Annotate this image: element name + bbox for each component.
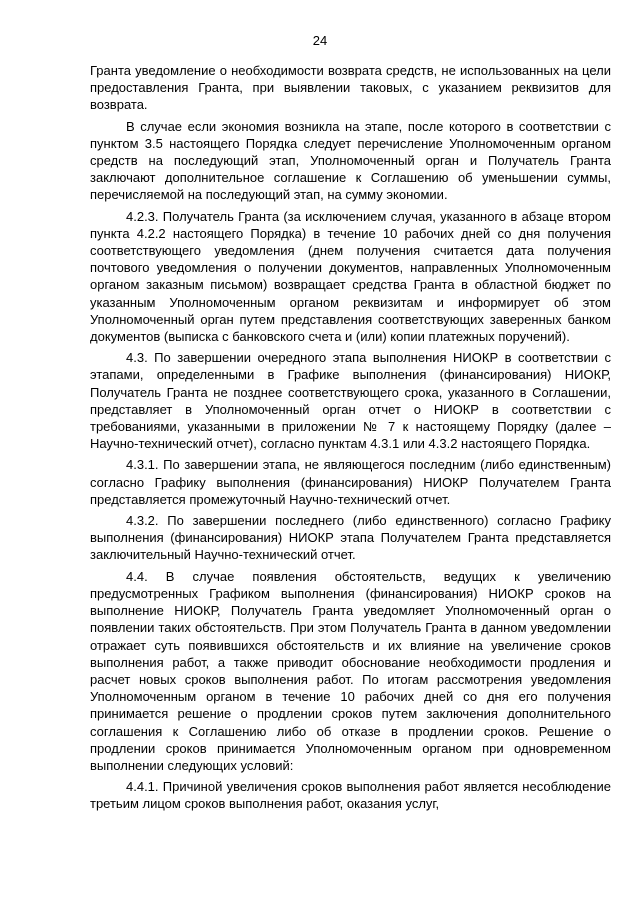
paragraph-savings-stage: В случае если экономия возникла на этапе, после которого в соответствии с пунктом 3.5 настоящего Порядка следует перечисление Уполномоченным органом средств на последующий этап, Уполномоченный орган и Получатель Гранта заключают дополнительное соглашение к Соглашению об уменьшении суммы, перечисляемой на последующий этап, на сумму экономии.	[90, 118, 611, 203]
paragraph-4-2-3: 4.2.3. Получатель Гранта (за исключением случая, указанного в абзаце втором пункта 4.2.2 настоящего Порядка) в течение 10 рабочих дней со дня получения соответствующего уведомления (днем получения считается дата получения почтового уведомления о получении документов, направленных Уполномоченным органом заказным письмом) возвращает средства Гранта в областной бюджет по указанным Уполномоченным органом реквизитам и информирует об этом Уполномоченный орган путем представления соответствующих заверенных банком документов (выписка с банковского счета и (или) копии платежных поручений).	[90, 208, 611, 345]
paragraph-4-3: 4.3. По завершении очередного этапа выполнения НИОКР в соответствии с этапами, определенными в Графике выполнения (финансирования) НИОКР, Получатель Гранта не позднее соответствующего срока, указанного в Соглашении, представляет в Уполномоченный орган отчет о НИОКР в соответствии с требованиями, указанными в приложении № 7 к настоящему Порядку (далее – Научно-технический отчет), согласно пунктам 4.3.1 или 4.3.2 настоящего Порядка.	[90, 350, 611, 452]
paragraph-4-4: 4.4. В случае появления обстоятельств, ведущих к увеличению предусмотренных Графиком выполнения (финансирования) НИОКР сроков на выполнение НИОКР, Получатель Гранта уведомляет Уполномоченный орган о появлении таких обстоятельств. При этом Получатель Гранта в данном уведомлении отражает суть появившихся обстоятельств и их влияние на увеличение сроков выполнения работ, а также приводит обоснование необходимости продления и расчет новых сроков выполнения работ. По итогам рассмотрения уведомления Уполномоченным органом в течение 10 рабочих дней со дня его получения принимается решение о продлении сроков путем заключения дополнительного соглашения к Соглашению либо об отказе в продлении сроков. Решение о продлении сроков принимается Уполномоченным органом при одновременном выполнении следующих условий:	[90, 568, 611, 773]
paragraph-4-4-1: 4.4.1. Причиной увеличения сроков выполнения работ является несоблюдение третьим лицом сроков выполнения работ, оказания услуг,	[90, 779, 611, 812]
paragraph-continuation: Гранта уведомление о необходимости возврата средств, не использованных на цели предоставления Гранта, при выявлении таковых, с указанием реквизитов для возврата.	[90, 63, 611, 113]
page-body	[90, 62, 611, 817]
paragraph-4-3-1: 4.3.1. По завершении этапа, не являющегося последним (либо единственным) согласно Графику выполнения (финансирования) НИОКР Получателем Гранта представляется промежуточный Научно-технический отчет.	[90, 457, 611, 507]
paragraph-4-3-2: 4.3.2. По завершении последнего (либо единственного) согласно Графику выполнения (финансирования) НИОКР этапа Получателем Гранта представляется заключительный Научно-технический отчет.	[90, 513, 611, 563]
page-number: 24	[312, 33, 328, 48]
